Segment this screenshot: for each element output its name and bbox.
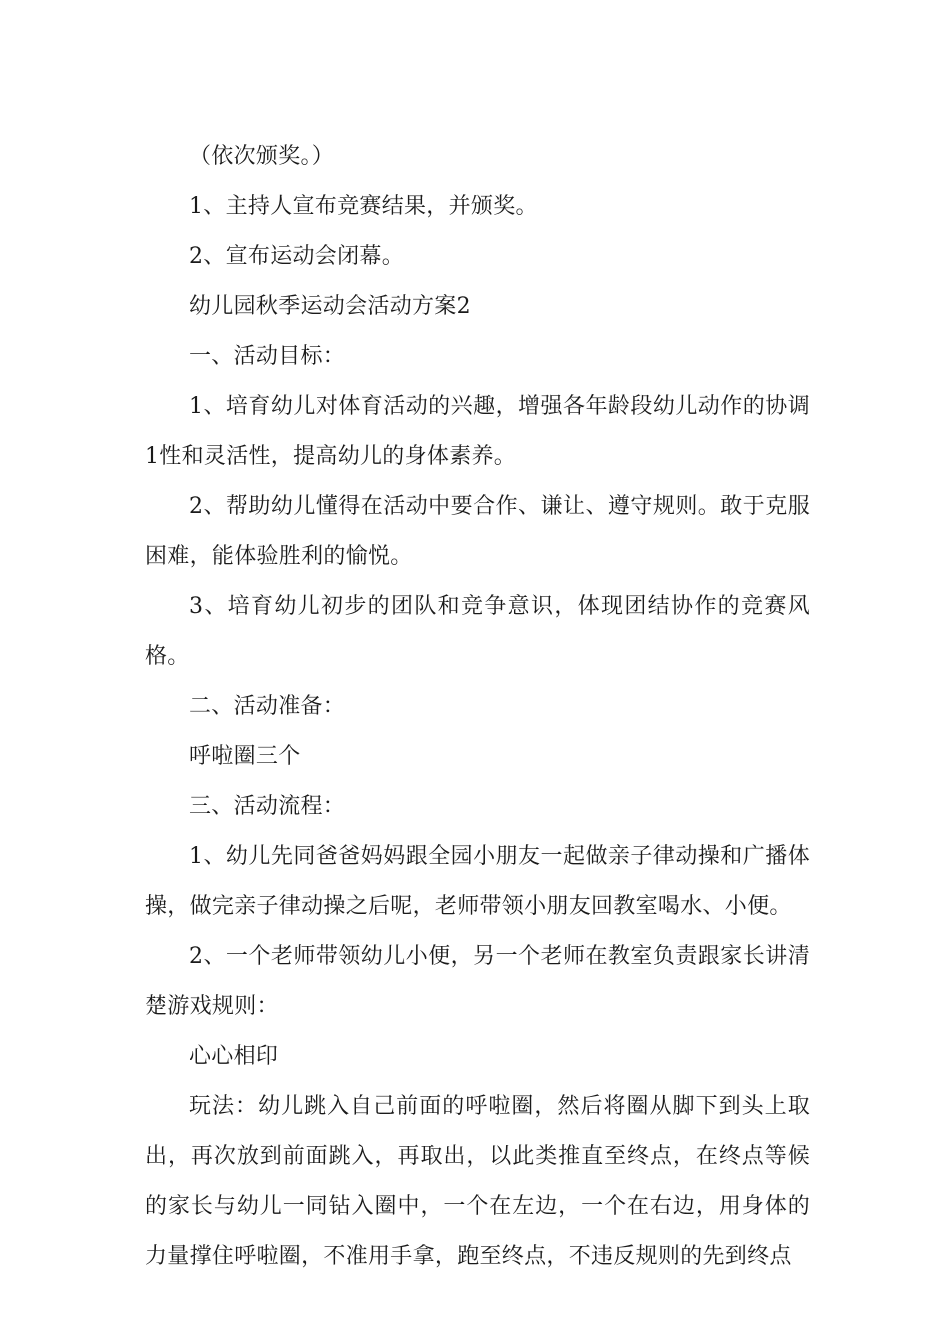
- paragraph-process-2: 2、一个老师带领幼儿小便，另一个老师在教室负责跟家长讲清楚游戏规则：: [145, 944, 810, 1019]
- paragraph-process-1: 1、幼儿先同爸爸妈妈跟全园小朋友一起做亲子律动操和广播体操，做完亲子律动操之后呢，老师带领小朋友回教室喝水、小便。: [145, 844, 810, 919]
- heading-activity-preparation: 二、活动准备：: [189, 694, 346, 719]
- heading-game-name: 心心相印: [189, 1044, 279, 1069]
- heading-activity-process: 三、活动流程：: [189, 794, 346, 819]
- paragraph-awarding-note: （依次颁奖。）: [189, 144, 335, 169]
- paragraph-goal-1: 1、培育幼儿对体育活动的兴趣，增强各年龄段幼儿动作的协调1性和灵活性，提高幼儿的身体素养。: [145, 394, 810, 469]
- paragraph-game-rules: 玩法：幼儿跳入自己前面的呼啦圈，然后将圈从脚下到头上取出，再次放到前面跳入，再取出，以此类推直至终点，在终点等候的家长与幼儿一同钻入圈中，一个在左边，一个在右边，用身体的力量撑住呼啦圈，不准用手拿，跑至终点，不违反规则的先到终点: [145, 1094, 810, 1269]
- paragraph-closing: 2、宣布运动会闭幕。: [189, 244, 404, 269]
- paragraph-goal-2: 2、帮助幼儿懂得在活动中要合作、谦让、遵守规则。敢于克服困难，能体验胜利的愉悦。: [145, 494, 810, 569]
- heading-activity-goals: 一、活动目标：: [189, 344, 346, 369]
- document-body: [145, 132, 810, 1282]
- paragraph-goal-3: 3、培育幼儿初步的团队和竞争意识，体现团结协作的竞赛风格。: [145, 594, 810, 669]
- paragraph-announce-results: 1、主持人宣布竞赛结果，并颁奖。: [189, 194, 538, 219]
- section-title-plan-2: 幼儿园秋季运动会活动方案2: [189, 294, 471, 319]
- paragraph-materials: 呼啦圈三个: [189, 744, 301, 769]
